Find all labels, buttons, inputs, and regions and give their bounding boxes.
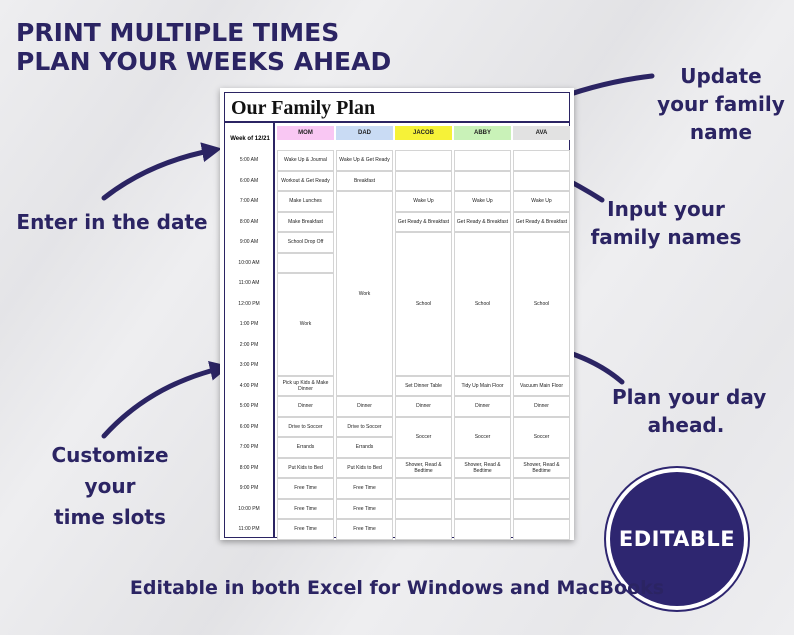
time-slot[interactable]: 9:00 PM xyxy=(239,485,259,492)
schedule-cell[interactable]: Wake Up xyxy=(513,191,570,212)
member-header-mom[interactable]: MOM xyxy=(277,126,334,140)
plan-title[interactable]: Our Family Plan xyxy=(231,97,376,119)
schedule-cell[interactable]: Get Ready & Breakfast xyxy=(395,212,452,233)
schedule-cell[interactable]: Free Time xyxy=(277,519,334,540)
schedule-cell[interactable]: Workout & Get Ready xyxy=(277,171,334,192)
schedule-cell[interactable] xyxy=(454,478,511,499)
time-slot[interactable]: 11:00 PM xyxy=(238,526,260,533)
schedule-cell[interactable]: Wake Up & Get Ready xyxy=(336,150,393,171)
callout-plan-line-1: Plan your day xyxy=(612,385,767,409)
schedule-cell[interactable]: Work xyxy=(336,191,393,396)
schedule-cell[interactable]: Breakfast xyxy=(336,171,393,192)
callout-slots-line-3: time slots xyxy=(54,505,166,529)
schedule-cell[interactable]: Dinner xyxy=(277,396,334,417)
title-divider xyxy=(225,121,569,123)
time-slot[interactable]: 2:00 PM xyxy=(239,341,259,348)
callout-update-line-1: Update xyxy=(680,64,762,88)
time-column-divider xyxy=(273,123,275,537)
callout-names-line-1: Input your xyxy=(607,197,725,221)
headline-line-1: PRINT MULTIPLE TIMES xyxy=(16,18,340,47)
schedule-cell[interactable]: Drive to Soccer xyxy=(336,417,393,438)
schedule-cell[interactable] xyxy=(395,478,452,499)
time-slot[interactable]: 10:00 PM xyxy=(238,505,260,512)
time-slot[interactable]: 11:00 AM xyxy=(238,280,260,287)
schedule-cell[interactable]: School xyxy=(395,232,452,376)
time-slot[interactable]: 6:00 PM xyxy=(239,423,259,430)
schedule-cell[interactable] xyxy=(454,171,511,192)
schedule-cell[interactable]: Soccer xyxy=(454,417,511,458)
footer-note: Editable in both Excel for Windows and MacBooks xyxy=(129,577,665,599)
schedule-cell[interactable]: Errands xyxy=(277,437,334,458)
time-slot[interactable]: 7:00 AM xyxy=(239,198,259,205)
schedule-cell[interactable]: Dinner xyxy=(454,396,511,417)
schedule-cell[interactable]: Set Dinner Table xyxy=(395,376,452,397)
time-slot[interactable]: 4:00 PM xyxy=(239,382,259,389)
schedule-cell[interactable]: Shower, Read & Bedtime xyxy=(513,458,570,479)
schedule-cell[interactable]: School xyxy=(454,232,511,376)
schedule-cell[interactable]: Vacuum Main Floor xyxy=(513,376,570,397)
callout-slots-line-1: Customize xyxy=(51,443,169,467)
callout-update-line-2: your family xyxy=(657,92,785,116)
schedule-cell[interactable]: Tidy Up Main Floor xyxy=(454,376,511,397)
schedule-cell[interactable]: Wake Up xyxy=(395,191,452,212)
time-slot[interactable]: 8:00 AM xyxy=(239,218,259,225)
time-slot[interactable]: 5:00 AM xyxy=(239,157,259,164)
member-header-jacob[interactable]: JACOB xyxy=(395,126,452,140)
schedule-cell[interactable]: Free Time xyxy=(336,499,393,520)
schedule-cell[interactable]: Wake Up xyxy=(454,191,511,212)
schedule-cell[interactable] xyxy=(513,150,570,171)
member-header-abby[interactable]: ABBY xyxy=(454,126,511,140)
schedule-cell[interactable]: Pick up Kids & Make Dinner xyxy=(277,376,334,397)
time-slot[interactable]: 5:00 PM xyxy=(239,403,259,410)
headline-line-2: PLAN YOUR WEEKS AHEAD xyxy=(16,47,392,76)
week-label[interactable]: Week of 12/21 xyxy=(230,136,270,142)
member-header-dad[interactable]: DAD xyxy=(336,126,393,140)
schedule-cell[interactable] xyxy=(454,499,511,520)
time-slot[interactable]: 9:00 AM xyxy=(239,239,259,246)
schedule-cell[interactable]: Errands xyxy=(336,437,393,458)
schedule-cell[interactable]: Work xyxy=(277,273,334,376)
callout-date-line-1: Enter in the date xyxy=(16,210,208,234)
schedule-cell[interactable]: Shower, Read & Bedtime xyxy=(395,458,452,479)
schedule-cell[interactable] xyxy=(513,478,570,499)
schedule-cell[interactable]: Soccer xyxy=(395,417,452,458)
schedule-cell[interactable]: Get Ready & Breakfast xyxy=(454,212,511,233)
schedule-cell[interactable]: Free Time xyxy=(277,478,334,499)
time-slot[interactable]: 3:00 PM xyxy=(239,362,259,369)
schedule-cell[interactable]: Dinner xyxy=(513,396,570,417)
schedule-cell[interactable]: School xyxy=(513,232,570,376)
schedule-cell[interactable]: Shower, Read & Bedtime xyxy=(454,458,511,479)
arrow-to-slots xyxy=(104,368,222,436)
schedule-cell[interactable] xyxy=(513,171,570,192)
schedule-cell[interactable]: Free Time xyxy=(336,478,393,499)
time-slot[interactable]: 10:00 AM xyxy=(238,259,260,266)
schedule-cell[interactable]: Free Time xyxy=(277,499,334,520)
schedule-cell[interactable] xyxy=(395,499,452,520)
callout-slots-line-2: your xyxy=(84,474,136,498)
schedule-cell[interactable]: Dinner xyxy=(395,396,452,417)
schedule-cell[interactable]: School Drop Off xyxy=(277,232,334,253)
schedule-cell[interactable]: Put Kids to Bed xyxy=(336,458,393,479)
callout-update-line-3: name xyxy=(689,120,753,144)
time-slot[interactable]: 12:00 PM xyxy=(238,300,260,307)
schedule-cell[interactable] xyxy=(513,519,570,540)
schedule-cell[interactable]: Make Breakfast xyxy=(277,212,334,233)
schedule-cell[interactable] xyxy=(395,150,452,171)
time-slot[interactable]: 6:00 AM xyxy=(239,177,259,184)
schedule-cell[interactable]: Make Lunches xyxy=(277,191,334,212)
planner-sheet xyxy=(220,88,574,540)
schedule-cell[interactable] xyxy=(277,253,334,274)
schedule-cell[interactable]: Get Ready & Breakfast xyxy=(513,212,570,233)
schedule-cell[interactable]: Free Time xyxy=(336,519,393,540)
time-slot[interactable]: 1:00 PM xyxy=(239,321,259,328)
schedule-cell[interactable] xyxy=(454,150,511,171)
callout-names-line-2: family names xyxy=(590,225,742,249)
arrow-to-date xyxy=(104,150,214,198)
time-slot[interactable]: 8:00 PM xyxy=(239,464,259,471)
callout-plan-line-2: ahead. xyxy=(647,413,725,437)
schedule-cell[interactable]: Drive to Soccer xyxy=(277,417,334,438)
schedule-cell[interactable]: Dinner xyxy=(336,396,393,417)
member-header-ava[interactable]: AVA xyxy=(513,126,570,140)
editable-badge-label: EDITABLE xyxy=(618,527,736,551)
schedule-cell[interactable] xyxy=(513,499,570,520)
schedule-cell[interactable] xyxy=(454,519,511,540)
schedule-cell[interactable]: Soccer xyxy=(513,417,570,458)
time-slot[interactable]: 7:00 PM xyxy=(239,444,259,451)
schedule-cell[interactable] xyxy=(395,519,452,540)
schedule-cell[interactable]: Wake Up & Journal xyxy=(277,150,334,171)
schedule-cell[interactable] xyxy=(395,171,452,192)
schedule-cell[interactable]: Put Kids to Bed xyxy=(277,458,334,479)
planner-grid xyxy=(224,92,570,538)
